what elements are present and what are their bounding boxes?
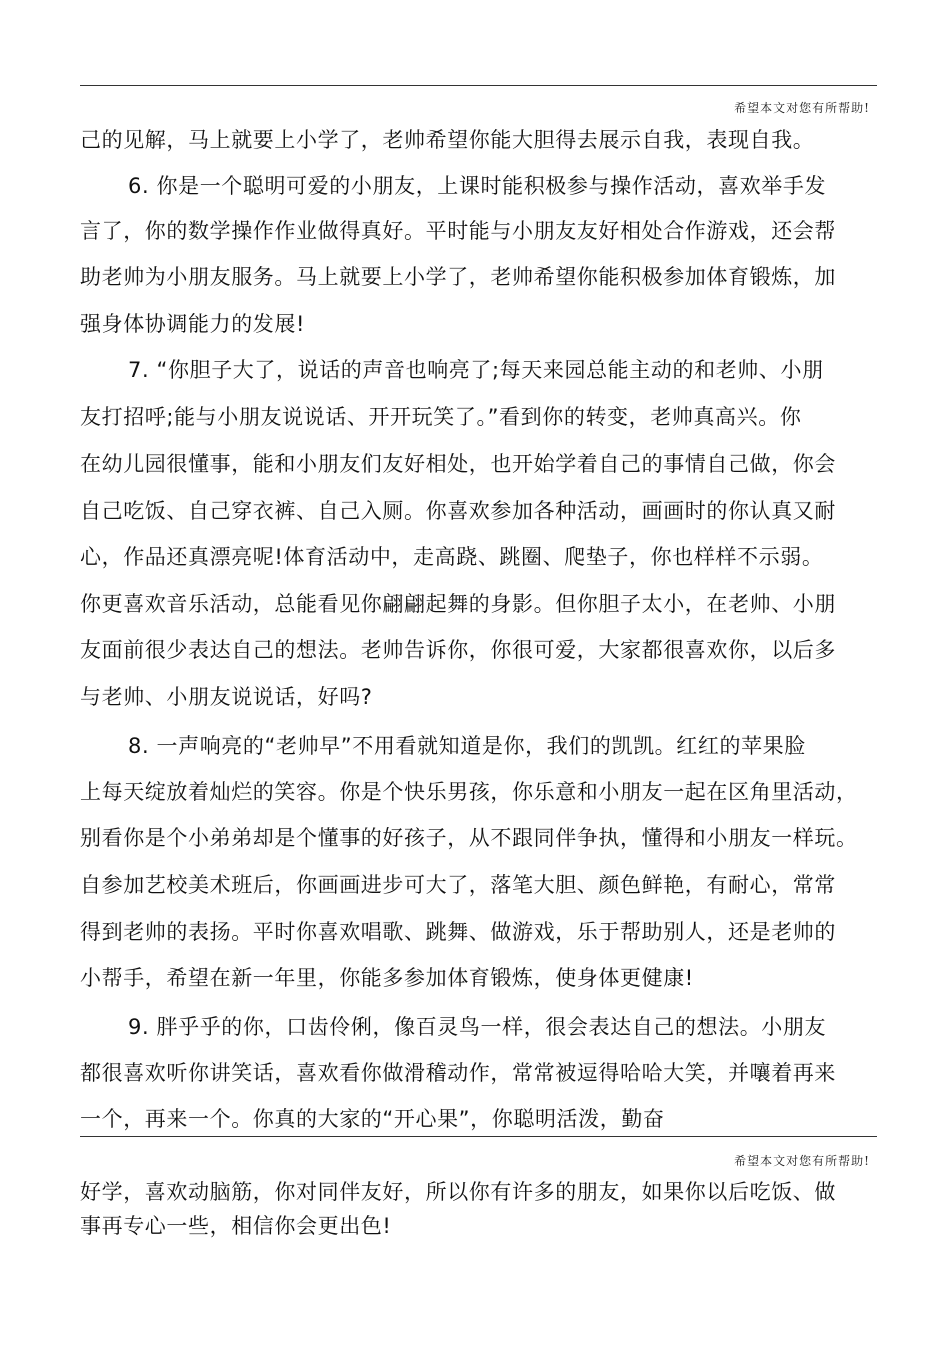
text-line: 6. 你是一个聪明可爱的小朋友，上课时能积极参与操作活动，喜欢举手发 <box>128 174 827 198</box>
text-line: 友打招呼;能与小朋友说说话、开开玩笑了。”看到你的转变，老帅真高兴。你 <box>80 405 802 429</box>
text-line: 强身体协调能力的发展! <box>80 312 306 336</box>
text-line: 在幼儿园很懂事，能和小朋友们友好相处，也开始学着自己的事情自己做，你会 <box>80 452 836 476</box>
text-line: 事再专心一些，相信你会更出色! <box>80 1214 392 1238</box>
header-note: 希望本文对您有所帮助! <box>734 101 870 115</box>
text-line: 己的见解，马上就要上小学了，老帅希望你能大胆得去展示自我，表现自我。 <box>80 128 815 152</box>
text-line: 心，作品还真漂亮呢!体育活动中，走高跷、跳圈、爬垫子，你也样样不示弱。 <box>80 545 824 569</box>
text-line: 与老帅、小朋友说说话，好吗? <box>80 685 373 709</box>
header-note: 希望本文对您有所帮助! <box>734 1154 870 1168</box>
text-line: 7. “你胆子大了，说话的声音也响亮了;每天来园总能主动的和老帅、小朋 <box>128 358 824 382</box>
text-line: 自己吃饭、自己穿衣裤、自己入厕。你喜欢参加各种活动，画画时的你认真又耐 <box>80 499 836 523</box>
text-line: 9. 胖乎乎的你，口齿伶俐，像百灵鸟一样，很会表达自己的想法。小朋友 <box>128 1015 827 1039</box>
text-line: 你更喜欢音乐活动，总能看见你翩翩起舞的身影。但你胆子太小，在老帅、小朋 <box>80 592 836 616</box>
text-line: 得到老帅的表扬。平时你喜欢唱歌、跳舞、做游戏，乐于帮助别人，还是老帅的 <box>80 920 836 944</box>
text-line: 别看你是个小弟弟却是个懂事的好孩子，从不跟同伴争执，懂得和小朋友一样玩。 <box>80 826 858 850</box>
text-line: 一个，再来一个。你真的大家的“开心果”，你聪明活泼，勤奋 <box>80 1107 665 1131</box>
text-line: 8. 一声响亮的“老帅早”不用看就知道是你，我们的凯凯。红红的苹果脸 <box>128 734 806 758</box>
text-line: 都很喜欢听你讲笑话，喜欢看你做滑稽动作，常常被逗得哈哈大笑，并嚷着再来 <box>80 1061 836 1085</box>
text-line: 小帮手，希望在新一年里，你能多参加体育锻炼，使身体更健康! <box>80 966 694 990</box>
text-line: 自参加艺校美术班后，你画画进步可大了，落笔大胆、颜色鲜艳，有耐心，常常 <box>80 873 836 897</box>
text-line: 言了，你的数学操作作业做得真好。平时能与小朋友友好相处合作游戏，还会帮 <box>80 219 836 243</box>
text-line: 助老帅为小朋友服务。马上就要上小学了，老帅希望你能积极参加体育锻炼，加 <box>80 265 836 289</box>
page-break-rule <box>80 1136 877 1137</box>
text-line: 友面前很少表达自己的想法。老帅告诉你，你很可爱，大家都很喜欢你，以后多 <box>80 638 836 662</box>
page-top-rule <box>80 85 877 86</box>
text-line: 上每天绽放着灿烂的笑容。你是个快乐男孩，你乐意和小朋友一起在区角里活动， <box>80 780 858 804</box>
text-line: 好学，喜欢动脑筋，你对同伴友好，所以你有许多的朋友，如果你以后吃饭、做 <box>80 1180 836 1204</box>
